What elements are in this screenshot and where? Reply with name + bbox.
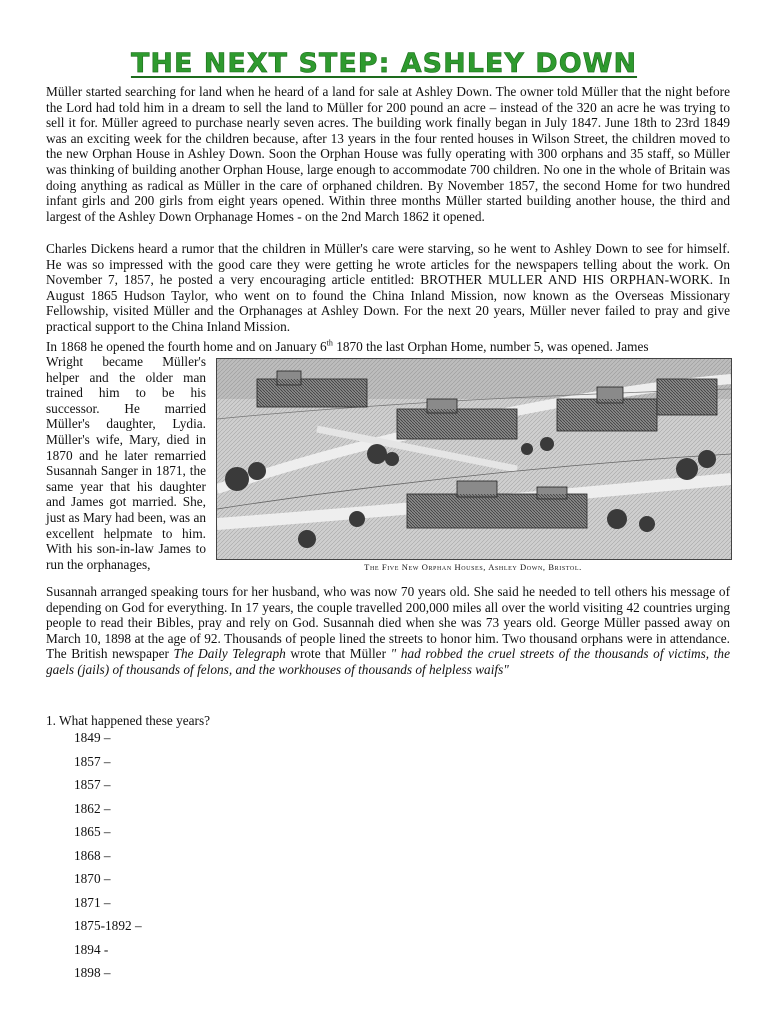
question-1-label: 1. What happened these years?	[46, 713, 211, 728]
paragraph-dickens	[46, 241, 730, 335]
year-list	[74, 730, 142, 989]
year-item: 1868 –	[74, 847, 111, 863]
paragraph-land-purchase: Müller started searching for land when he heard of a land for sale at Ashley Down. The owner told Müller that the night before the Lord had told him in a dream to sell the land to Müller for 200 pound an acre – instead of the 320 an acre he was trying to sell it for. Müller agreed to purchase nearly seven acres. The building work finally began in July 1847. June 18th to 23rd 1849 was an exciting week for the children because, after 13 years in the four rented houses in Wilson Street, the children moved to the new Orphan House in Ashley Down. Soon the Orphan House was fully operating with 300 orphans and 35 staff, so Müller was thinking of building another Orphan House, large enough to accommodate 700 children. No one in the whole of Britain was doing anything as radical as Müller in the care of orphaned children. By November 1857, the second Home for two hundred infant girls and 200 girls from eight years opened. Within three months Müller started building another house, the third and largest of the Ashley Down Orphanage Homes - on the 2nd March 1862 it opened.	[46, 84, 730, 224]
paragraph-homes-b: 1870 the last Orphan Home, number 5, was opened. James	[332, 339, 649, 354]
paragraph-homes-line	[46, 339, 730, 355]
year-item: 1870 –	[74, 871, 111, 886]
paragraph-james-wright: Wright became Müller's helper and the older man trained him to be his successor. He married Müller's daughter, Lydia. Müller's wife, Mary, died in 1870 and he later remarried Susannah Sanger in 1871, the same year that his daughter and James got married. She, just as Mary had been, was an excellent helpmate to him. With his son-in-law James to run the orphanages,	[46, 354, 206, 572]
orphan-houses-illustration	[216, 358, 732, 560]
paragraph-tours-mid: wrote that Müller	[285, 646, 391, 662]
illustration-caption: The Five New Orphan Houses, Ashley Down, Bristol.	[364, 562, 582, 572]
newspaper-quote: " had robbed the cruel streets of the thousands of victims, the gaels (jails) of thousands of felons, and the workhouses of thousands of helpless waifs"	[46, 646, 730, 677]
paragraph-speaking-tours	[46, 584, 730, 678]
page-title: THE NEXT STEP: ASHLEY DOWN	[130, 48, 638, 79]
year-item: 1857 –	[74, 753, 111, 769]
year-item: 1849 –	[74, 730, 111, 745]
paragraph-tours-start: Susannah arranged speaking tours for her husband, who was now 70 years old. She said he needed to tell others his message of depending on God for everything. In 17 years, the couple travelled 200,000 miles all over the world visiting 42 countries urging people to read their Bibles, pray and rely on God. Susannah died when she was 73 years old. George Müller passed away on March 10, 1898 at the age of 92. Thousands of people lined the streets to honor him. Two thousand orphans were in attendance. The British newspaper	[46, 584, 730, 662]
article-title: BROTHER MULLER AND HIS ORPHAN-WORK	[420, 272, 710, 288]
paragraph-dickens-start: Charles Dickens heard a rumor that the children in Müller's care were starving, so he went to Ashley Down to see for himself. He was so impressed with the good care they were getting he wrote articles for the newspapers telling about the work. On November 7, 1857, he posted a very encouraging article entitled:	[46, 241, 730, 288]
year-item: 1862 –	[74, 800, 111, 816]
year-item: 1875-1892 –	[74, 918, 142, 933]
engraving-drawing	[217, 359, 731, 559]
year-item: 1894 -	[74, 941, 109, 957]
year-item: 1898 –	[74, 965, 111, 980]
newspaper-name: The Daily Telegraph	[173, 646, 286, 662]
ordinal-suffix: th	[326, 338, 333, 348]
year-item: 1857 –	[74, 777, 111, 792]
paragraph-homes-a: In 1868 he opened the fourth home and on January 6	[46, 339, 327, 354]
year-item: 1871 –	[74, 894, 111, 910]
year-item: 1865 –	[74, 824, 111, 839]
paragraph-dickens-end: . In August 1865 Hudson Taylor, who went on to found the China Inland Mission, now known as the Overseas Missionary Fellowship, visited Müller and the Orphanages at Ashley Down. For the next 20 years, Müller never failed to pray and give practical support to the China Inland Mission.	[46, 272, 730, 334]
